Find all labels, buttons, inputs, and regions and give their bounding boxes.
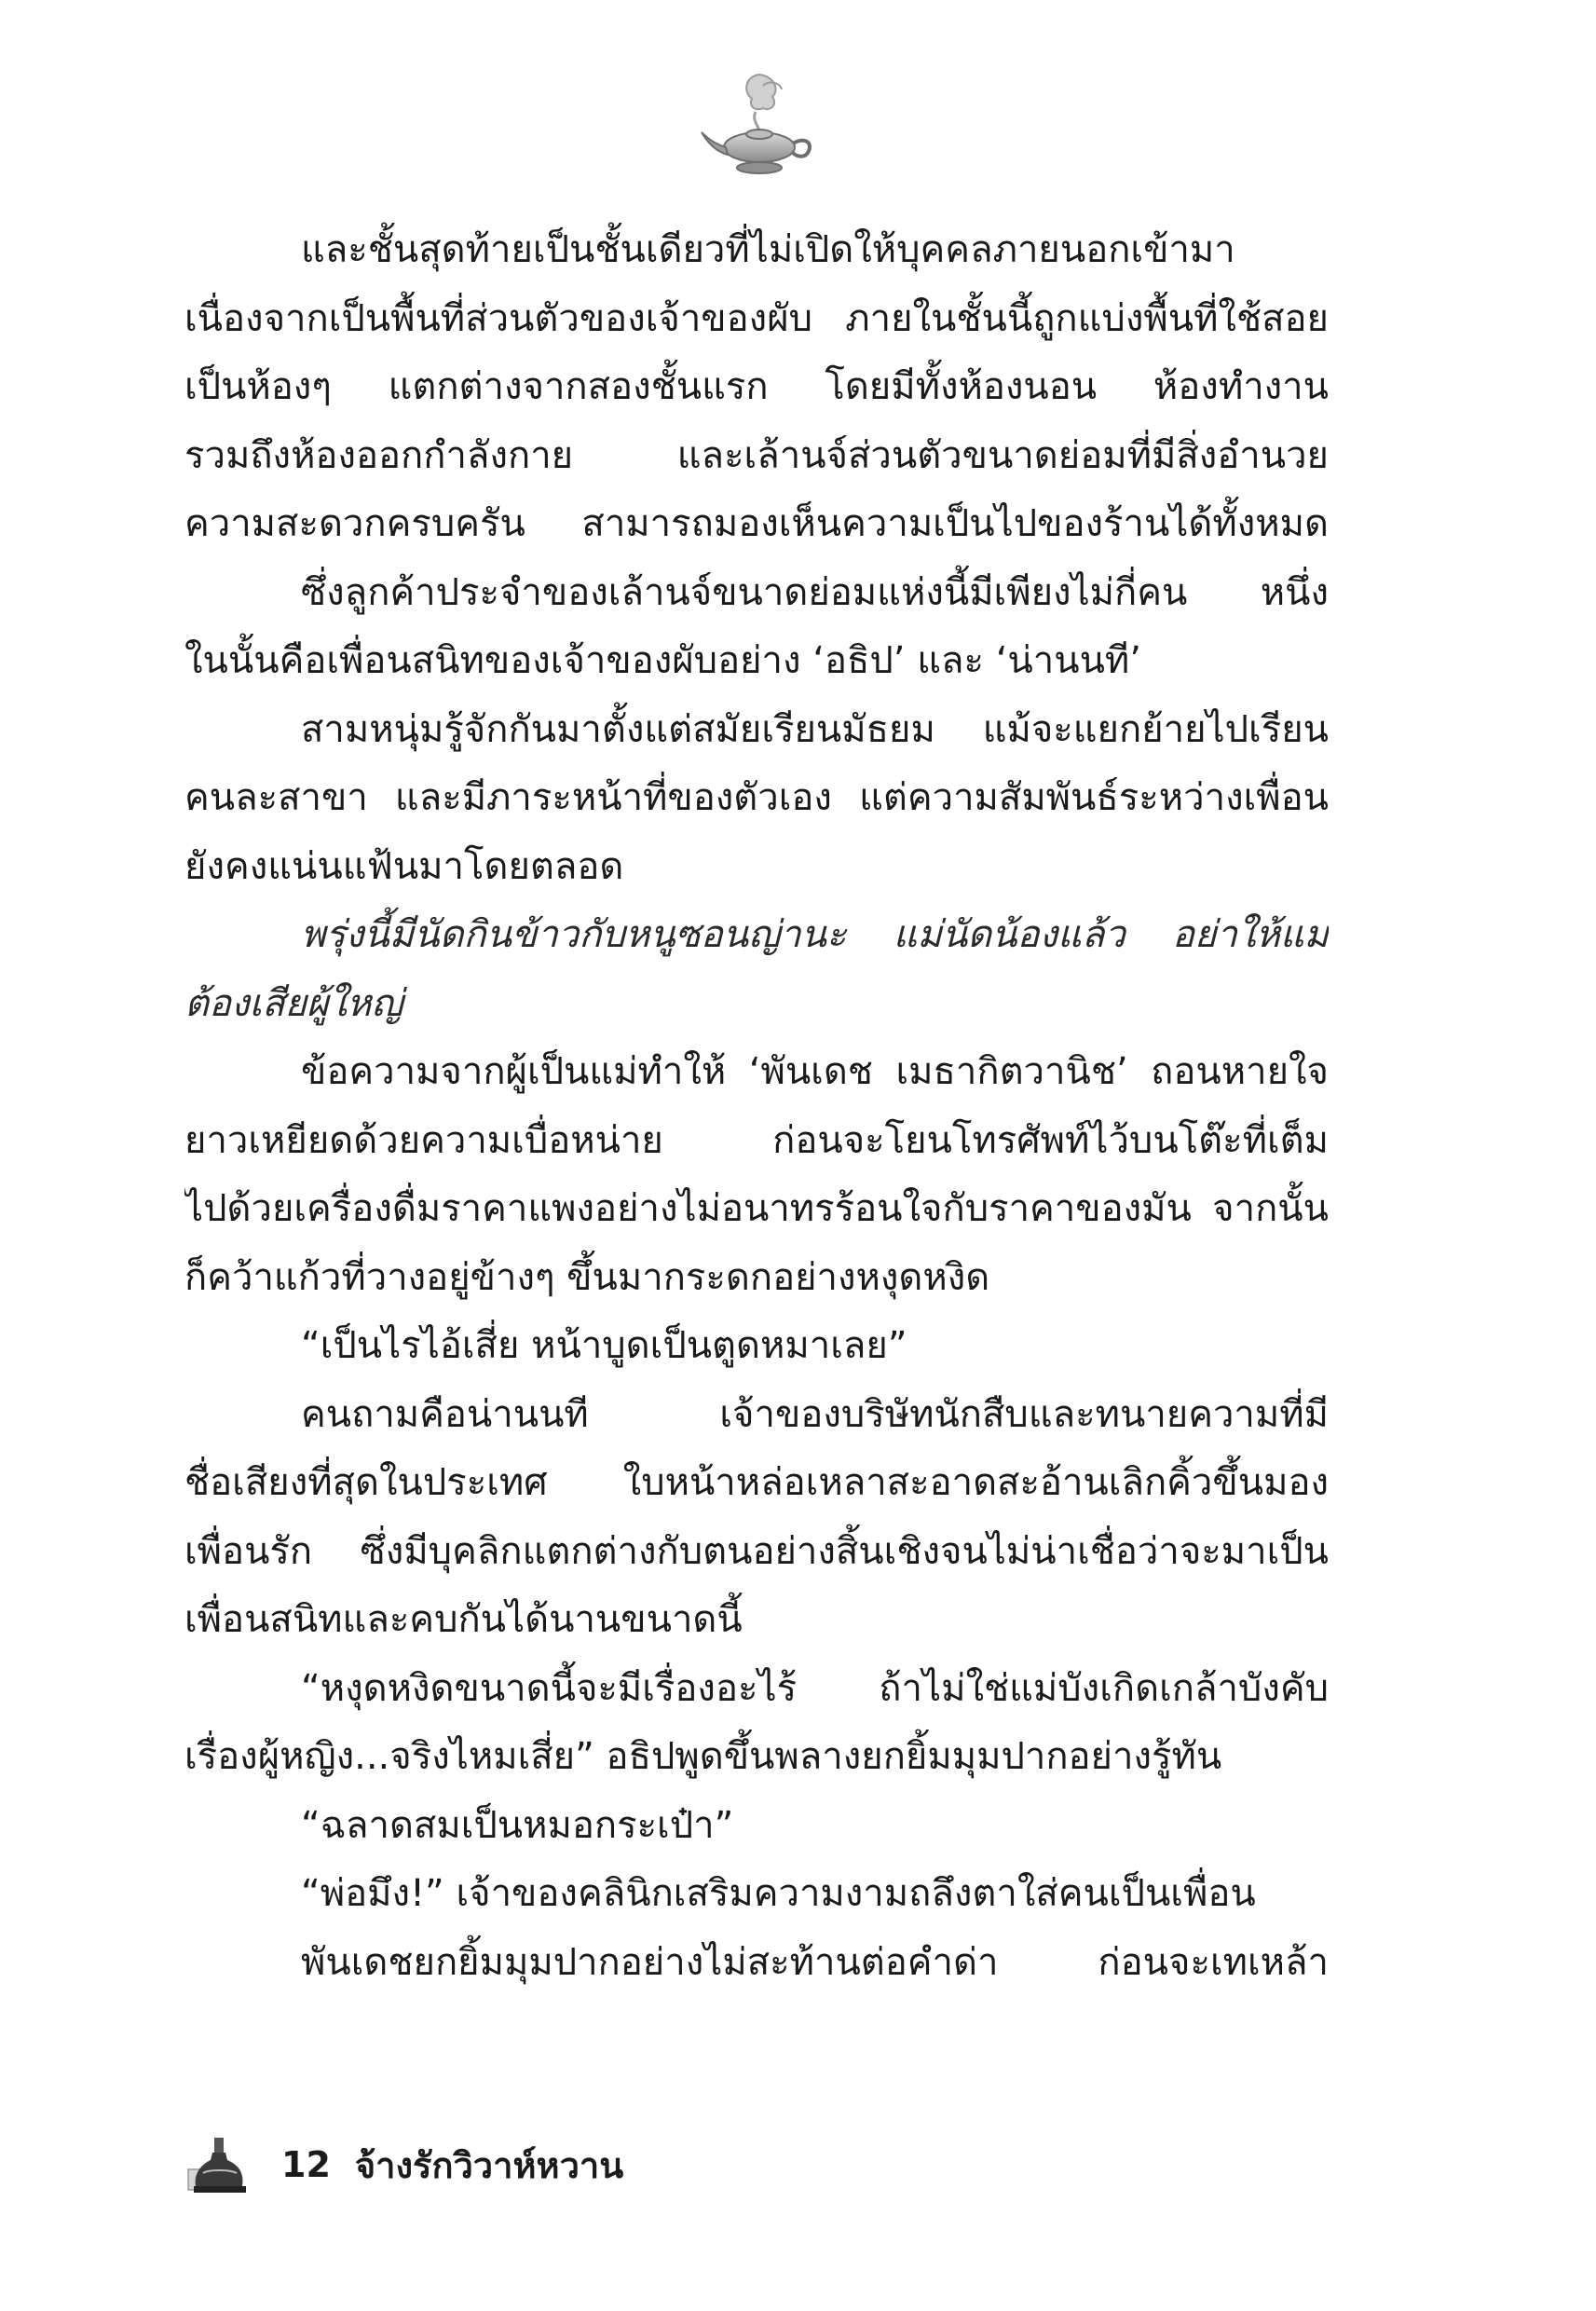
text-line: ซึ่งลูกค้าประจำของเล้านจ์ขนาดย่อมแห่งนี้มีเพียงไม่กี่คน หนึ่ง xyxy=(301,570,1329,614)
body-text xyxy=(184,216,1329,1997)
text-line: “ฉลาดสมเป็นหมอกระเป๋า” xyxy=(301,1803,734,1847)
text-line: ก็คว้าแก้วที่วางอยู่ข้างๆ ขึ้นมากระดกอย่างหงุดหงิด xyxy=(184,1255,990,1299)
text-line-italic: พรุ่งนี้มีนัดกินข้าวกับหนูซอนญ่านะ แม่นัดน้องแล้ว อย่าให้แม่ xyxy=(301,913,1329,956)
text-line: เรื่องผู้หญิง...จริงไหมเสี่ย” อธิปพูดขึ้นพลางยกยิ้มมุมปากอย่างรู้ทัน xyxy=(184,1735,1222,1778)
text-line: เพื่อนรัก ซึ่งมีบุคลิกแตกต่างกับตนอย่างสิ้นเชิงจนไม่น่าเชื่อว่าจะมาเป็น xyxy=(184,1529,1329,1573)
text-line: ความสะดวกครบครัน สามารถมองเห็นความเป็นไปของร้านได้ทั้งหมด xyxy=(184,502,1329,545)
text-line: รวมถึงห้องออกกำลังกาย และเล้านจ์ส่วนตัวขนาดย่อมที่มีสิ่งอำนวย xyxy=(184,433,1329,477)
text-line: ชื่อเสียงที่สุดในประเทศ ใบหน้าหล่อเหลาสะอาดสะอ้านเลิกคิ้วขึ้นมอง xyxy=(184,1461,1329,1504)
text-line: ยาวเหยียดด้วยความเบื่อหน่าย ก่อนจะโยนโทรศัพท์ไว้บนโต๊ะที่เต็ม xyxy=(184,1118,1329,1162)
text-line: สามหนุ่มรู้จักกันมาตั้งแต่สมัยเรียนมัธยม แม้จะแยกย้ายไปเรียน xyxy=(301,707,1329,751)
text-line: เพื่อนสนิทและคบกันได้นานขนาดนี้ xyxy=(184,1598,743,1641)
page-number: 12 xyxy=(281,2144,331,2185)
text-line: ข้อความจากผู้เป็นแม่ทำให้ ‘พันเดช เมธากิตวานิช’ ถอนหายใจ xyxy=(301,1050,1329,1093)
text-line: พันเดชยกยิ้มมุมปากอย่างไม่สะท้านต่อคำด่า ก่อนจะเทเหล้า xyxy=(301,1940,1329,1984)
text-line: คนละสาขา และมีภาระหน้าที่ของตัวเอง แต่ความสัมพันธ์ระหว่างเพื่อน xyxy=(184,776,1329,819)
text-line: คนถามคือน่านนที เจ้าของบริษัทนักสืบและทนายความที่มี xyxy=(301,1392,1329,1436)
text-line: “หงุดหงิดขนาดนี้จะมีเรื่องอะไร้ ถ้าไม่ใช่แม่บังเกิดเกล้าบังคับ xyxy=(301,1666,1329,1710)
page-footer xyxy=(186,2132,623,2197)
text-line: เป็นห้องๆ แตกต่างจากสองชั้นแรก โดยมีทั้งห้องนอน ห้องทำงาน xyxy=(184,365,1329,408)
bottle-icon xyxy=(186,2132,253,2197)
book-title: จ้างรักวิวาห์หวาน xyxy=(354,2144,624,2186)
text-line-italic: ต้องเสียผู้ใหญ่ xyxy=(184,981,403,1025)
text-line: และชั้นสุดท้ายเป็นชั้นเดียวที่ไม่เปิดให้บุคคลภายนอกเข้ามา xyxy=(301,228,1235,271)
text-line: “พ่อมึง!” เจ้าของคลินิกเสริมความงามถลึงตาใส่คนเป็นเพื่อน xyxy=(301,1872,1256,1915)
text-line: “เป็นไรไอ้เสี่ย หน้าบูดเป็นตูดหมาเลย” xyxy=(301,1324,907,1367)
text-line: เนื่องจากเป็นพื้นที่ส่วนตัวของเจ้าของผับ ภายในชั้นนี้ถูกแบ่งพื้นที่ใช้สอย xyxy=(184,296,1329,340)
genie-lamp-icon xyxy=(694,58,825,188)
text-line: ในนั้นคือเพื่อนสนิทของเจ้าของผับอย่าง ‘อธิป’ และ ‘น่านนที’ xyxy=(184,639,1141,682)
text-line: ไปด้วยเครื่องดื่มราคาแพงอย่างไม่อนาทรร้อนใจกับราคาของมัน จากนั้น xyxy=(184,1187,1329,1230)
text-line: ยังคงแน่นแฟ้นมาโดยตลอด xyxy=(184,844,624,888)
